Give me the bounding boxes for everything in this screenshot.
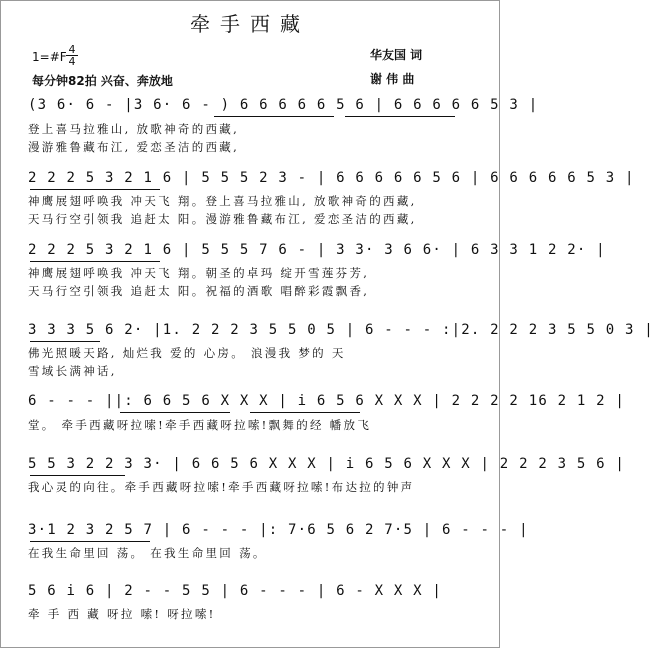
lyric-line-7: 在我生命里回 荡。 在我生命里回 荡。: [28, 546, 267, 560]
notation-line-1: (3 6· 6 - |3 6· 6 - ) 6 6 6 6 6 5 6 | 6 6 6 6 6 5 3 |: [28, 97, 539, 113]
notation-line-8: 5 6 i 6 | 2 - - 5 5 | 6 - - - | 6 - X X X |: [28, 583, 443, 599]
lyric-line-1a: 登上喜马拉雅山, 放歌神奇的西藏,: [28, 122, 240, 136]
beam: [30, 261, 160, 262]
beam: [120, 412, 230, 413]
beam: [345, 116, 455, 117]
song-title: 牵手西藏: [190, 12, 310, 36]
meter-bottom: 4: [66, 55, 78, 67]
beam: [214, 116, 334, 117]
notation-line-5: 6 - - - ||: 6 6 5 6 X X X | i 6 5 6 X X X | 2 2 2 2 16 2 1 2 |: [28, 393, 625, 409]
lyric-line-3a: 神鹰展翅呼唤我 冲天飞 翔。朝圣的卓玛 绽开雪莲芬芳,: [28, 266, 370, 280]
lyric-line-5: 堂。 牵手西藏呀拉嗦!牵手西藏呀拉嗦!飘舞的经 幡放飞: [28, 418, 372, 432]
notation-line-6: 5 5 3 2 2 3 3· | 6 6 5 6 X X X | i 6 5 6 X X X | 2 2 2 3 5 6 |: [28, 456, 625, 472]
lyric-line-1b: 漫游雅鲁藏布江, 爱恋圣洁的西藏,: [28, 140, 240, 154]
beam: [30, 341, 100, 342]
notation-line-2: 2 2 2 5 3 2 1 6 | 5 5 5 2 3 - | 6 6 6 6 6 5 6 | 6 6 6 6 6 5 3 |: [28, 170, 635, 186]
beam: [30, 189, 160, 190]
notation-line-7: 3·1 2 3 2 5 7 | 6 - - - |: 7·6 5 6 2 7·5 | 6 - - - |: [28, 522, 529, 538]
composer-credit: 谢 伟 曲: [370, 72, 415, 86]
lyric-line-2a: 神鹰展翅呼唤我 冲天飞 翔。登上喜马拉雅山, 放歌神奇的西藏,: [28, 194, 417, 208]
lyric-line-3b: 天马行空引领我 追赶太 阳。祝福的酒歌 唱醉彩霞飘香,: [28, 284, 370, 298]
tempo-marking: 每分钟82拍 兴奋、奔放地: [32, 74, 173, 88]
lyric-line-4b: 雪域长满神话,: [28, 364, 117, 378]
time-signature: [66, 44, 78, 67]
key-signature: 1=#F: [32, 50, 67, 64]
beam: [30, 475, 125, 476]
notation-line-4: 3 3 3 5 6 2· |1. 2 2 2 3 5 5 0 5 | 6 - - - :|2. 2 2 2 3 5 5 0 3 |: [28, 322, 654, 338]
lyric-line-4a: 佛光照暖天路, 灿烂我 爱的 心房。 浪漫我 梦的 天: [28, 346, 346, 360]
beam: [30, 541, 150, 542]
beam: [250, 412, 360, 413]
lyricist-credit: 华友国 词: [370, 48, 423, 62]
lyric-line-8: 牵 手 西 藏 呀拉 嗦! 呀拉嗦!: [28, 607, 216, 621]
lyric-line-2b: 天马行空引领我 追赶太 阳。漫游雅鲁藏布江, 爱恋圣洁的西藏,: [28, 212, 417, 226]
lyric-line-6: 我心灵的向往。牵手西藏呀拉嗦!牵手西藏呀拉嗦!布达拉的钟声: [28, 480, 415, 494]
meter-top: 4: [68, 43, 76, 56]
notation-line-3: 2 2 2 5 3 2 1 6 | 5 5 5 7 6 - | 3 3· 3 6 6· | 6 3 3 1 2 2· |: [28, 242, 606, 258]
